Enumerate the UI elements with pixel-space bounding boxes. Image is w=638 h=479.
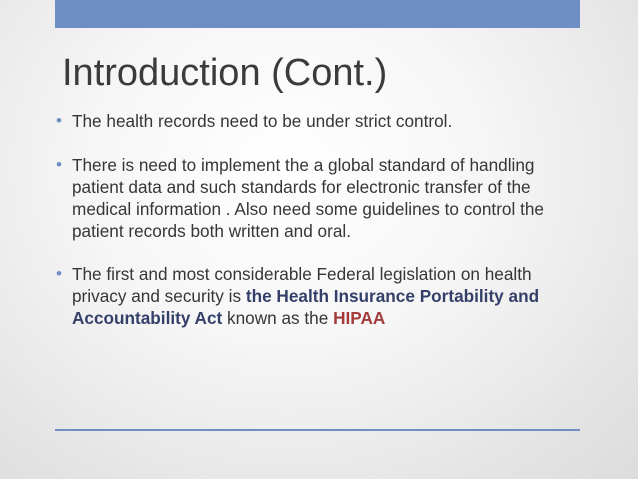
bullet-text: There is need to implement the a global standard of handling patient data and such standards for electronic transfer of the medical information . Also need some guidelines to control the patient records both written and oral. (72, 155, 544, 241)
bullet-text-middle: known as the (222, 308, 334, 328)
top-accent-bar (55, 0, 580, 28)
bullet-text: The health records need to be under strict control. (72, 111, 453, 131)
slide-title: Introduction (Cont.) (62, 52, 388, 94)
bullet-item (55, 110, 575, 132)
bullet-item (55, 263, 575, 329)
hipaa-acronym: HIPAA (333, 308, 386, 328)
bullet-dot-icon: • (56, 155, 62, 174)
bullet-item (55, 154, 575, 242)
bullet-dot-icon: • (56, 264, 62, 283)
bullet-dot-icon: • (56, 111, 62, 130)
bottom-divider (55, 429, 580, 431)
bullet-list (55, 110, 575, 329)
act-name-emphasis: the Health Insurance Portability and Accountability Act (72, 286, 540, 328)
bullet-text-prefix: The first and most considerable Federal legislation on health privacy and security is (72, 264, 532, 306)
